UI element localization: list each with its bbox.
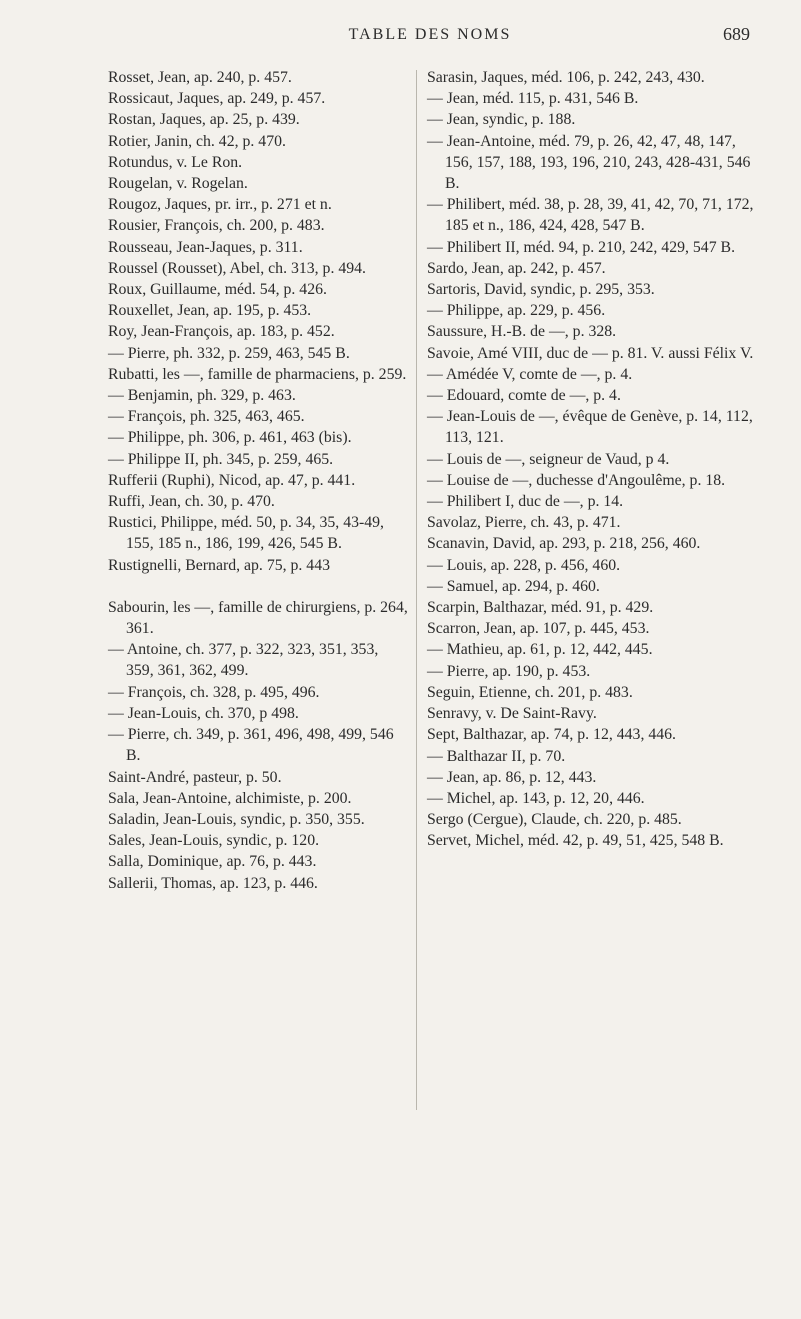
index-entry: — Balthazar II, p. 70. <box>427 747 566 765</box>
index-entry: Rousier, François, ch. 200, p. 483. <box>108 217 325 235</box>
index-entry: — Louis, ap. 228, p. 456, 460. <box>427 556 621 574</box>
index-entry: — Jean-Louis, ch. 370, p 498. <box>108 704 299 722</box>
index-entry: — Pierre, ch. 349, p. 361, 496, 498, 499, 546 B. <box>108 726 394 765</box>
index-entry: — Samuel, ap. 294, p. 460. <box>427 577 600 595</box>
index-entry: Scanavin, David, ap. 293, p. 218, 256, 460. <box>427 535 701 553</box>
index-entry: — Benjamin, ph. 329, p. 463. <box>108 387 296 405</box>
index-entry: Rossicaut, Jaques, ap. 249, p. 457. <box>108 90 326 108</box>
index-entry: — Philibert II, méd. 94, p. 210, 242, 429, 547 B. <box>427 238 736 256</box>
index-entry: Saint-André, pasteur, p. 50. <box>108 768 282 786</box>
index-entry: Sarasin, Jaques, méd. 106, p. 242, 243, 430. <box>427 69 705 86</box>
column-divider <box>416 70 417 1110</box>
index-entry: — Louise de —, duchesse d'Angoulême, p. 18. <box>427 471 726 489</box>
index-entry: Rousseau, Jean-Jaques, p. 311. <box>108 238 303 256</box>
index-entry: — Pierre, ap. 190, p. 453. <box>427 662 591 680</box>
index-entry: Servet, Michel, méd. 42, p. 49, 51, 425, 548 B. <box>427 832 724 850</box>
index-entry: — Philippe II, ph. 345, p. 259, 465. <box>108 450 334 468</box>
index-entry: Senravy, v. De Saint-Ravy. <box>427 705 597 723</box>
index-entry: Rouxellet, Jean, ap. 195, p. 453. <box>108 302 312 320</box>
index-column-left <box>108 67 408 894</box>
index-entry: — Mathieu, ap. 61, p. 12, 442, 445. <box>427 641 653 659</box>
index-entry: — Jean-Antoine, méd. 79, p. 26, 42, 47, 48, 147, 156, 157, 188, 193, 196, 210, 243, 428-431, 546 B. <box>427 132 751 193</box>
index-entry: — Jean, méd. 115, p. 431, 546 B. <box>427 90 639 108</box>
index-entry: Rubatti, les —, famille de pharmaciens, p. 259. <box>108 365 407 383</box>
index-entry: Rotier, Janin, ch. 42, p. 470. <box>108 132 286 150</box>
index-entry: Rosset, Jean, ap. 240, p. 457. <box>108 69 292 86</box>
index-entry: Rotundus, v. Le Ron. <box>108 153 243 171</box>
index-entry: Sallerii, Thomas, ap. 123, p. 446. <box>108 874 318 892</box>
index-entry: Sept, Balthazar, ap. 74, p. 12, 443, 446. <box>427 726 677 744</box>
index-entry: Rougelan, v. Rogelan. <box>108 175 248 193</box>
index-entry: Roussel (Rousset), Abel, ch. 313, p. 494. <box>108 259 367 277</box>
index-entry: — François, ch. 328, p. 495, 496. <box>108 683 320 701</box>
index-entry: — Edouard, comte de —, p. 4. <box>427 387 621 405</box>
index-entry: Scarron, Jean, ap. 107, p. 445, 453. <box>427 620 650 638</box>
index-entry: Rostan, Jaques, ap. 25, p. 439. <box>108 111 300 129</box>
index-entry: Sala, Jean-Antoine, alchimiste, p. 200. <box>108 789 352 807</box>
index-entry: — Pierre, ph. 332, p. 259, 463, 545 B. <box>108 344 350 362</box>
index-entry: Sergo (Cergue), Claude, ch. 220, p. 485. <box>427 811 682 829</box>
section-gap <box>108 576 408 597</box>
index-entry: Rufferii (Ruphi), Nicod, ap. 47, p. 441. <box>108 471 356 489</box>
index-entry: Sales, Jean-Louis, syndic, p. 120. <box>108 832 320 850</box>
page-number: 689 <box>723 24 750 44</box>
index-entry: Scarpin, Balthazar, méd. 91, p. 429. <box>427 599 654 617</box>
index-entry: — Philibert I, duc de —, p. 14. <box>427 493 624 511</box>
index-entry: — Amédée V, comte de —, p. 4. <box>427 365 633 383</box>
index-entry: Roy, Jean-François, ap. 183, p. 452. <box>108 323 335 341</box>
index-entry: — Philippe, ap. 229, p. 456. <box>427 302 606 320</box>
index-entry: Salla, Dominique, ap. 76, p. 443. <box>108 853 317 871</box>
index-entry: — Jean, syndic, p. 188. <box>427 111 576 129</box>
index-entry: Sardo, Jean, ap. 242, p. 457. <box>427 259 606 277</box>
index-entry: Rustignelli, Bernard, ap. 75, p. 443 <box>108 556 331 574</box>
running-title: TABLE DES NOMS <box>348 26 512 43</box>
index-column-right <box>427 67 757 852</box>
index-entry: Saussure, H.-B. de —, p. 328. <box>427 323 617 341</box>
index-entry: Rustici, Philippe, méd. 50, p. 34, 35, 43-49, 155, 185 n., 186, 199, 426, 545 B. <box>108 514 384 553</box>
index-entry: Savoie, Amé VIII, duc de — p. 81. V. aussi Félix V. <box>427 344 754 362</box>
index-entry: Savolaz, Pierre, ch. 43, p. 471. <box>427 514 621 532</box>
index-entry: Seguin, Etienne, ch. 201, p. 483. <box>427 683 633 701</box>
index-entry: — Philippe, ph. 306, p. 461, 463 (bis). <box>108 429 352 447</box>
index-entry: — Louis de —, seigneur de Vaud, p 4. <box>427 450 670 468</box>
index-entry: — Philibert, méd. 38, p. 28, 39, 41, 42, 70, 71, 172, 185 et n., 186, 424, 428, 547 B. <box>427 196 754 235</box>
index-entry: — Michel, ap. 143, p. 12, 20, 446. <box>427 789 645 807</box>
index-entry: — Jean, ap. 86, p. 12, 443. <box>427 768 597 786</box>
index-entry: Sabourin, les —, famille de chirurgiens, p. 264, 361. <box>108 598 408 638</box>
index-entry: Saladin, Jean-Louis, syndic, p. 350, 355. <box>108 810 365 828</box>
index-entry: Rougoz, Jaques, pr. irr., p. 271 et n. <box>108 196 332 214</box>
index-entry: Ruffi, Jean, ch. 30, p. 470. <box>108 493 275 511</box>
index-entry: Sartoris, David, syndic, p. 295, 353. <box>427 281 655 299</box>
index-entry: — Antoine, ch. 377, p. 322, 323, 351, 353, 359, 361, 362, 499. <box>108 641 379 680</box>
index-entry: — François, ph. 325, 463, 465. <box>108 408 305 426</box>
index-entry: — Jean-Louis de —, évêque de Genève, p. 14, 112, 113, 121. <box>427 408 753 447</box>
index-entry: Roux, Guillaume, méd. 54, p. 426. <box>108 281 327 299</box>
page-header <box>110 22 750 52</box>
